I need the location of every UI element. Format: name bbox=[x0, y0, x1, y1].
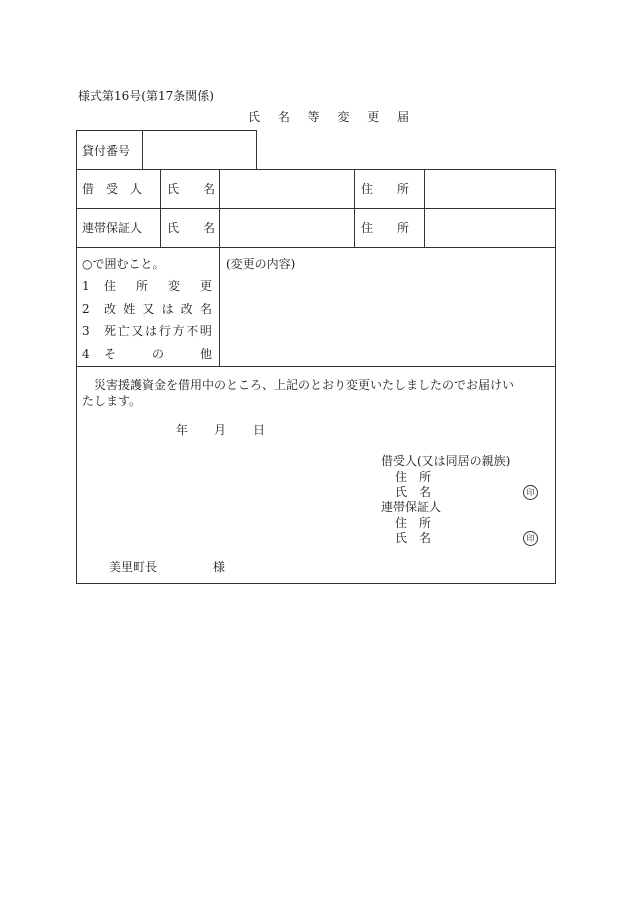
loan-number-label: 貸付番号 bbox=[82, 144, 131, 158]
guarantor-address-label: 住 所 bbox=[361, 221, 410, 235]
loan-box-right-border bbox=[256, 130, 257, 169]
signer-guarantor-name-label: 氏 名 bbox=[395, 531, 432, 545]
change-content-label: (変更の内容) bbox=[226, 257, 296, 271]
option-1-char: 更 bbox=[199, 279, 212, 293]
option-4-char: の bbox=[151, 347, 164, 361]
co-guarantor-label: 連帯保証人 bbox=[82, 221, 143, 235]
option-2-char: 改 bbox=[180, 302, 193, 316]
main-table-bottom-border bbox=[76, 583, 556, 584]
col-divider-name-value bbox=[354, 169, 355, 247]
date-day-label: 日 bbox=[253, 423, 266, 437]
option-1-char: 住 bbox=[104, 279, 117, 293]
option-address-change[interactable] bbox=[104, 280, 212, 292]
guarantor-name-label: 氏 名 bbox=[167, 221, 216, 235]
main-table-left-border bbox=[76, 169, 77, 584]
date-month-label: 月 bbox=[214, 423, 227, 437]
form-number: 様式第16号(第17条関係) bbox=[78, 89, 214, 103]
option-2-char: 改 bbox=[104, 302, 117, 316]
statement-line-1: 災害援護資金を借用中のところ、上記のとおり変更いたしましたのでお届けい bbox=[94, 378, 515, 392]
borrower-label-text: 借 受 人 bbox=[82, 182, 143, 196]
date-year-label: 年 bbox=[176, 423, 189, 437]
loan-box-left-border bbox=[76, 130, 77, 170]
col-divider-address-label bbox=[424, 169, 425, 247]
option-4-char: そ bbox=[104, 347, 117, 361]
option-3-number: 3 bbox=[82, 324, 90, 338]
main-table-top-border bbox=[76, 169, 556, 170]
signer-borrower-label: 借受人(又は同居の親族) bbox=[381, 454, 511, 468]
loan-box-divider bbox=[142, 130, 143, 169]
borrower-label bbox=[82, 183, 152, 195]
row-separator-1 bbox=[76, 208, 556, 209]
option-2-char: 名 bbox=[199, 302, 212, 316]
option-death-or-missing[interactable] bbox=[104, 325, 212, 337]
option-3-char: 不 bbox=[186, 324, 199, 338]
seal-mark-guarantor: 印 bbox=[523, 531, 538, 546]
option-3-char: 方 bbox=[172, 324, 185, 338]
seal-mark-borrower: 印 bbox=[523, 485, 538, 500]
main-table-right-border bbox=[555, 169, 556, 584]
col-divider-label bbox=[160, 169, 161, 247]
signer-borrower-name-label: 氏 名 bbox=[395, 485, 432, 499]
option-1-char: 変 bbox=[167, 279, 180, 293]
option-2-number: 2 bbox=[82, 302, 90, 316]
option-name-change[interactable] bbox=[104, 303, 212, 315]
signer-guarantor-label: 連帯保証人 bbox=[381, 500, 442, 514]
row-separator-3 bbox=[76, 366, 556, 367]
signer-guarantor-address-label: 住 所 bbox=[395, 516, 432, 530]
option-3-char: 明 bbox=[199, 324, 212, 338]
option-2-char: 姓 bbox=[123, 302, 136, 316]
loan-box-top-border bbox=[76, 130, 256, 131]
option-3-char: 亡 bbox=[117, 324, 130, 338]
addressee-mayor: 美里町長 bbox=[109, 560, 158, 574]
borrower-name-label: 氏 名 bbox=[167, 182, 216, 196]
option-1-char: 所 bbox=[135, 279, 148, 293]
option-3-char: 又 bbox=[131, 324, 144, 338]
col-divider-name-label bbox=[219, 169, 220, 366]
option-1-number: 1 bbox=[82, 279, 90, 293]
option-3-char: は bbox=[145, 324, 158, 338]
statement-line-2: たします。 bbox=[82, 394, 142, 408]
circle-instruction: ○で囲むこと。 bbox=[82, 257, 165, 271]
option-3-char: 行 bbox=[158, 324, 171, 338]
form-title: 氏 名 等 変 更 届 bbox=[248, 110, 417, 124]
signer-borrower-address-label: 住 所 bbox=[395, 470, 432, 484]
option-4-number: 4 bbox=[82, 347, 90, 361]
option-2-char: は bbox=[161, 302, 174, 316]
option-4-char: 他 bbox=[199, 347, 212, 361]
addressee-honorific: 様 bbox=[213, 560, 226, 574]
option-3-char: 死 bbox=[104, 324, 117, 338]
borrower-address-label: 住 所 bbox=[361, 182, 410, 196]
option-other[interactable] bbox=[104, 348, 212, 360]
option-2-char: 又 bbox=[142, 302, 155, 316]
row-separator-2 bbox=[76, 247, 556, 248]
